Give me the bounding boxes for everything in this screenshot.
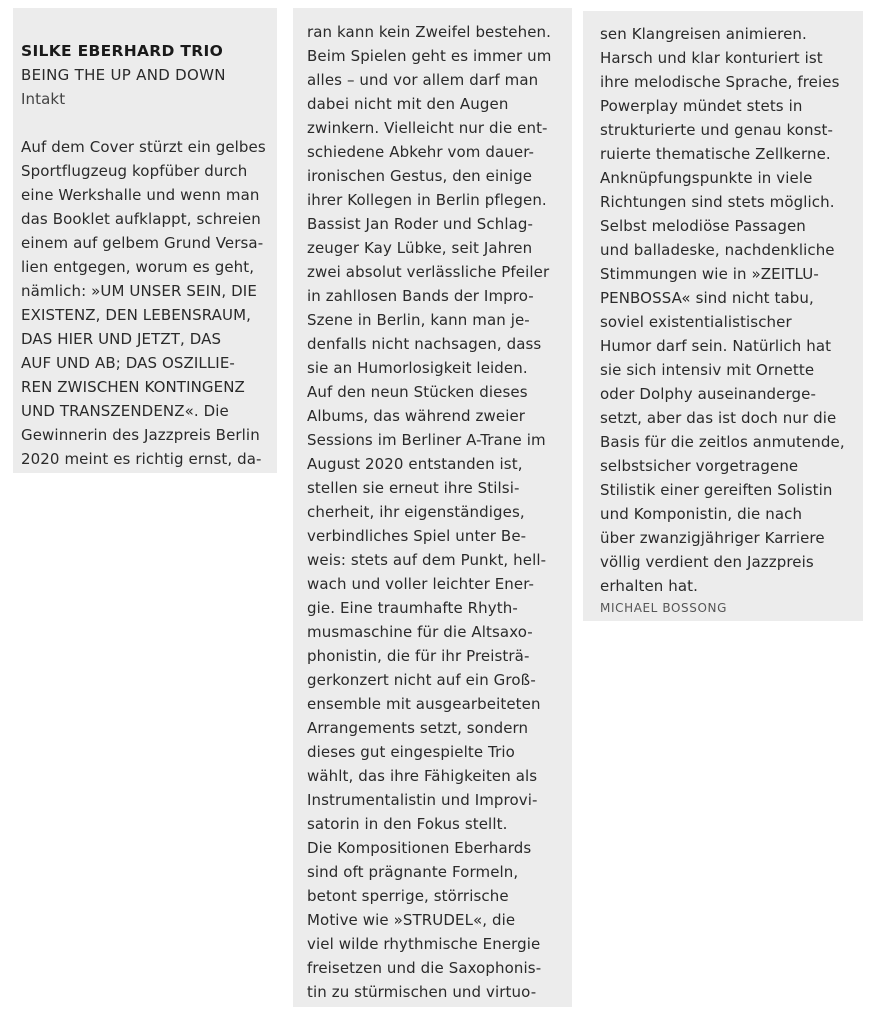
text-line: Szene in Berlin, kann man je-	[307, 311, 530, 329]
text-line: ironischen Gestus, den einige	[307, 167, 533, 185]
text-line: Instrumentalistin und Improvi-	[307, 791, 538, 809]
text-line: Stimmungen wie in »ZEITLU-	[600, 265, 819, 283]
text-line: ruierte thematische Zellkerne.	[600, 145, 831, 163]
text-line: Selbst melodiöse Passagen	[600, 217, 806, 235]
review-column-2	[293, 8, 572, 1007]
text-line: Die Kompositionen Eberhards	[307, 839, 532, 857]
text-line: REN ZWISCHEN KONTINGENZ	[21, 378, 245, 396]
text-line: Stilistik einer gereiften Solistin	[600, 481, 833, 499]
text-line: setzt, aber das ist doch nur die	[600, 409, 837, 427]
text-line: UND TRANSZENDENZ«. Die	[21, 402, 229, 420]
text-line: Richtungen sind stets möglich.	[600, 193, 835, 211]
text-line: erhalten hat.	[600, 577, 699, 595]
text-line: gie. Eine traumhafte Rhyth-	[307, 599, 518, 617]
text-line: Powerplay mündet stets in	[600, 97, 803, 115]
text-line: denfalls nicht nachsagen, dass	[307, 335, 542, 353]
text-line: sie sich intensiv mit Ornette	[600, 361, 815, 379]
artist-name: SILKE EBERHARD TRIO	[21, 42, 224, 60]
text-line: cherheit, ihr eigenständiges,	[307, 503, 525, 521]
author-byline: MICHAEL BOSSONG	[600, 601, 728, 615]
text-line: Arrangements setzt, sondern	[307, 719, 529, 737]
record-label: Intakt	[21, 90, 66, 108]
album-title: BEING THE UP AND DOWN	[21, 66, 226, 84]
text-line: sie an Humorlosigkeit leiden.	[307, 359, 528, 377]
text-line: Humor darf sein. Natürlich hat	[600, 337, 832, 355]
text-line: ran kann kein Zweifel bestehen.	[307, 23, 552, 41]
text-line: verbindliches Spiel unter Be-	[307, 527, 527, 545]
text-line: Auf dem Cover stürzt ein gelbes	[21, 138, 266, 156]
text-line: schiedene Abkehr vom dauer-	[307, 143, 535, 161]
text-line: freisetzen und die Saxophonis-	[307, 959, 542, 977]
text-line: und Komponistin, die nach	[600, 505, 803, 523]
text-line: das Booklet aufklappt, schreien	[21, 210, 261, 228]
column-text	[307, 20, 572, 1004]
text-line: alles – und vor allem darf man	[307, 71, 539, 89]
text-line: stellen sie erneut ihre Stilsi-	[307, 479, 520, 497]
text-line: DAS HIER UND JETZT, DAS	[21, 330, 222, 348]
text-line: EXISTENZ, DEN LEBENSRAUM,	[21, 306, 251, 324]
text-line: völlig verdient den Jazzpreis	[600, 553, 814, 571]
text-line: oder Dolphy auseinanderge-	[600, 385, 816, 403]
text-line: wählt, das ihre Fähigkeiten als	[307, 767, 538, 785]
paragraph-gap	[21, 111, 277, 135]
column-text	[600, 22, 863, 598]
text-line: lien entgegen, worum es geht,	[21, 258, 255, 276]
text-line: über zwanzigjähriger Karriere	[600, 529, 825, 547]
text-line: weis: stets auf dem Punkt, hell-	[307, 551, 547, 569]
text-line: 2020 meint es richtig ernst, da-	[21, 450, 262, 468]
text-line: ihrer Kollegen in Berlin pflegen.	[307, 191, 547, 209]
text-line: phonistin, die für ihr Preisträ-	[307, 647, 530, 665]
text-line: Sportflugzeug kopfüber durch	[21, 162, 248, 180]
text-line: soviel existentialistischer	[600, 313, 792, 331]
text-line: Albums, das während zweier	[307, 407, 526, 425]
text-line: dabei nicht mit den Augen	[307, 95, 509, 113]
text-line: gerkonzert nicht auf ein Groß-	[307, 671, 536, 689]
text-line: Beim Spielen geht es immer um	[307, 47, 552, 65]
column-text	[21, 135, 277, 471]
text-line: Basis für die zeitlos anmutende,	[600, 433, 845, 451]
text-line: nämlich: »UM UNSER SEIN, DIE	[21, 282, 257, 300]
text-line: Gewinnerin des Jazzpreis Berlin	[21, 426, 260, 444]
text-line: PENBOSSA« sind nicht tabu,	[600, 289, 814, 307]
text-line: AUF UND AB; DAS OSZILLIE-	[21, 354, 235, 372]
text-line: einem auf gelbem Grund Versa-	[21, 234, 264, 252]
text-line: zwei absolut verlässliche Pfeiler	[307, 263, 550, 281]
text-line: und balladeske, nachdenkliche	[600, 241, 835, 259]
text-line: satorin in den Fokus stellt.	[307, 815, 508, 833]
text-line: dieses gut eingespielte Trio	[307, 743, 515, 761]
text-line: Sessions im Berliner A-Trane im	[307, 431, 546, 449]
text-line: zwinkern. Vielleicht nur die ent-	[307, 119, 548, 137]
text-line: Anknüpfungspunkte in viele	[600, 169, 813, 187]
text-line: sind oft prägnante Formeln,	[307, 863, 519, 881]
text-line: Bassist Jan Roder und Schlag-	[307, 215, 534, 233]
review-column-1	[13, 8, 277, 473]
text-line: tin zu stürmischen und virtuo-	[307, 983, 537, 1001]
text-line: ensemble mit ausgearbeiteten	[307, 695, 541, 713]
text-line: selbstsicher vorgetragene	[600, 457, 799, 475]
text-line: strukturierte und genau konst-	[600, 121, 834, 139]
text-line: zeuger Kay Lübke, seit Jahren	[307, 239, 533, 257]
text-line: ihre melodische Sprache, freies	[600, 73, 840, 91]
text-line: musmaschine für die Altsaxo-	[307, 623, 533, 641]
text-line: Harsch und klar konturiert ist	[600, 49, 823, 67]
text-line: eine Werkshalle und wenn man	[21, 186, 260, 204]
text-line: sen Klangreisen animieren.	[600, 25, 807, 43]
text-line: viel wilde rhythmische Energie	[307, 935, 541, 953]
text-line: betont sperrige, störrische	[307, 887, 509, 905]
text-line: August 2020 entstanden ist,	[307, 455, 523, 473]
text-line: Motive wie »STRUDEL«, die	[307, 911, 516, 929]
text-line: Auf den neun Stücken dieses	[307, 383, 528, 401]
text-line: wach und voller leichter Ener-	[307, 575, 535, 593]
review-column-3	[583, 11, 863, 621]
text-line: in zahllosen Bands der Impro-	[307, 287, 534, 305]
